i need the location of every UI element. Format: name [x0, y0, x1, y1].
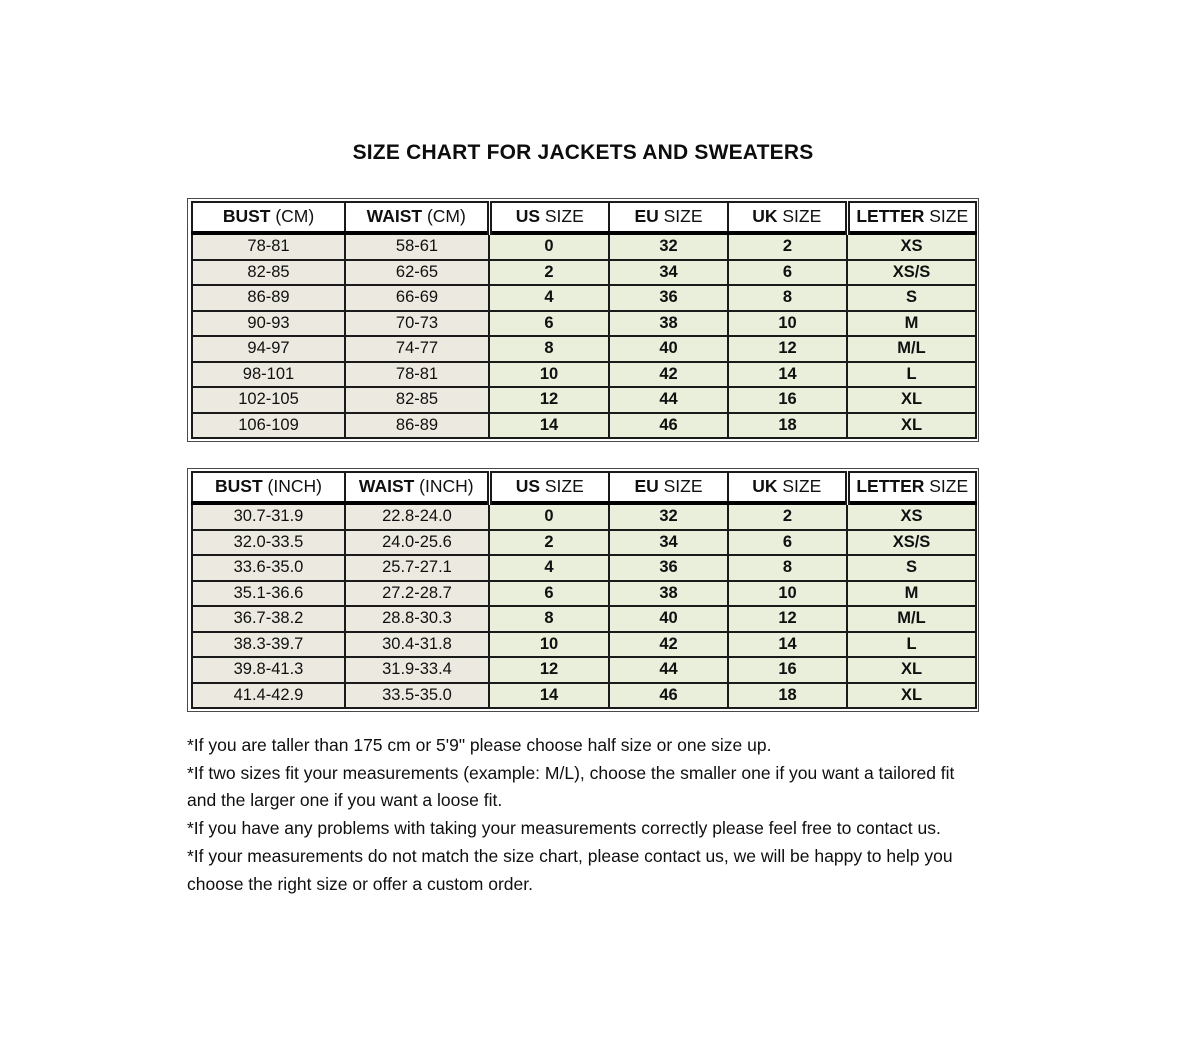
header-bold-text: WAIST [358, 476, 415, 496]
table-cell: 10 [489, 632, 609, 658]
table-cell: 6 [728, 530, 847, 556]
table-cell: 16 [728, 387, 847, 413]
header-bold-text: US [515, 476, 541, 496]
table-cell: 35.1-36.6 [192, 581, 345, 607]
col-header-us [489, 472, 609, 503]
table-cell: 16 [728, 657, 847, 683]
table-cell: M [847, 311, 976, 337]
header-rest-text: SIZE [924, 206, 969, 226]
table-cell: XL [847, 387, 976, 413]
header-rest-text: (INCH) [262, 476, 322, 496]
header-row [192, 202, 976, 233]
size-row [192, 362, 976, 388]
table-cell: 36 [609, 285, 728, 311]
header-rest-text: SIZE [777, 476, 822, 496]
table-cell: XL [847, 683, 976, 709]
header-row [192, 472, 976, 503]
col-header-uk [728, 472, 847, 503]
document-content [187, 0, 979, 898]
table-cell: S [847, 555, 976, 581]
table-cell: 94-97 [192, 336, 345, 362]
header-rest-text: SIZE [924, 476, 969, 496]
size-table-inch-frame [187, 468, 979, 712]
table-cell: 4 [489, 285, 609, 311]
table-cell: 27.2-28.7 [345, 581, 489, 607]
footnotes [187, 732, 987, 898]
col-header-waist [345, 202, 489, 233]
footnote-custom-order: *If your measurements do not match the size chart, please contact us, we will be happy to help you choose the right size or offer a custom order. [187, 845, 953, 894]
table-cell: 40 [609, 336, 728, 362]
table-cell: 12 [489, 387, 609, 413]
size-row [192, 503, 976, 530]
header-bold-text: UK [752, 206, 778, 226]
size-row [192, 285, 976, 311]
table-cell: 14 [489, 413, 609, 439]
table-cell: M [847, 581, 976, 607]
table-cell: 86-89 [192, 285, 345, 311]
header-rest-text: SIZE [658, 206, 703, 226]
table-cell: 14 [728, 632, 847, 658]
table-cell: 14 [728, 362, 847, 388]
table-cell: L [847, 362, 976, 388]
table-cell: XL [847, 413, 976, 439]
table-cell: 58-61 [345, 233, 489, 260]
header-bold-text: UK [752, 476, 778, 496]
footnote-two-sizes: *If two sizes fit your measurements (example: M/L), choose the smaller one if you want a tailored fit and the larger one if you want a loose fit. [187, 762, 955, 811]
table-cell: 42 [609, 632, 728, 658]
table-cell: 38.3-39.7 [192, 632, 345, 658]
table-cell: M/L [847, 336, 976, 362]
table-cell: 10 [489, 362, 609, 388]
table-cell: XS/S [847, 530, 976, 556]
table-cell: XS [847, 233, 976, 260]
table-cell: 18 [728, 413, 847, 439]
table-cell: 24.0-25.6 [345, 530, 489, 556]
size-row [192, 336, 976, 362]
table-cell: 32 [609, 503, 728, 530]
header-bold-text: EU [634, 476, 659, 496]
table-cell: 12 [728, 606, 847, 632]
col-header-bust [192, 202, 345, 233]
table-cell: 30.4-31.8 [345, 632, 489, 658]
header-bold-text: EU [634, 206, 659, 226]
table-cell: 6 [728, 260, 847, 286]
footnote-height: *If you are taller than 175 cm or 5'9" please choose half size or one size up. [187, 735, 772, 755]
table-cell: 0 [489, 503, 609, 530]
table-cell: 78-81 [345, 362, 489, 388]
table-cell: 33.6-35.0 [192, 555, 345, 581]
table-cell: 28.8-30.3 [345, 606, 489, 632]
table-cell: 90-93 [192, 311, 345, 337]
table-cell: 0 [489, 233, 609, 260]
table-cell: 8 [728, 555, 847, 581]
table-cell: 42 [609, 362, 728, 388]
table-cell: 74-77 [345, 336, 489, 362]
table-cell: 33.5-35.0 [345, 683, 489, 709]
table-cell: 38 [609, 311, 728, 337]
table-cell: 36 [609, 555, 728, 581]
header-rest-text: SIZE [658, 476, 703, 496]
table-cell: 6 [489, 581, 609, 607]
table-cell: 70-73 [345, 311, 489, 337]
col-header-waist [345, 472, 489, 503]
table-cell: 8 [489, 606, 609, 632]
table-cell: 38 [609, 581, 728, 607]
table-cell: 78-81 [192, 233, 345, 260]
table-cell: 2 [489, 260, 609, 286]
table-cell: 98-101 [192, 362, 345, 388]
table-cell: 34 [609, 530, 728, 556]
table-cell: 62-65 [345, 260, 489, 286]
table-cell: 36.7-38.2 [192, 606, 345, 632]
size-table-cm-frame [187, 198, 979, 442]
table-cell: M/L [847, 606, 976, 632]
table-cell: 10 [728, 311, 847, 337]
header-rest-text: SIZE [540, 206, 584, 226]
col-header-letter [847, 202, 976, 233]
table-cell: 39.8-41.3 [192, 657, 345, 683]
header-rest-text: (INCH) [414, 476, 474, 496]
header-rest-text: (CM) [422, 206, 466, 226]
table-cell: 10 [728, 581, 847, 607]
table-cell: 30.7-31.9 [192, 503, 345, 530]
header-bold-text: LETTER [856, 206, 925, 226]
page-title: SIZE CHART FOR JACKETS AND SWEATERS [352, 141, 814, 164]
table-cell: 34 [609, 260, 728, 286]
col-header-eu [609, 202, 728, 233]
table-cell: 106-109 [192, 413, 345, 439]
size-row [192, 530, 976, 556]
table-cell: XS [847, 503, 976, 530]
header-rest-text: (CM) [270, 206, 315, 226]
col-header-bust [192, 472, 345, 503]
table-cell: 44 [609, 387, 728, 413]
table-cell: XL [847, 657, 976, 683]
table-cell: 8 [489, 336, 609, 362]
table-cell: 32.0-33.5 [192, 530, 345, 556]
table-cell: 22.8-24.0 [345, 503, 489, 530]
table-cell: 12 [489, 657, 609, 683]
table-cell: 18 [728, 683, 847, 709]
table-cell: 102-105 [192, 387, 345, 413]
col-header-us [489, 202, 609, 233]
header-rest-text: SIZE [540, 476, 584, 496]
table-cell: 2 [728, 503, 847, 530]
table-cell: 2 [489, 530, 609, 556]
header-bold-text: WAIST [366, 206, 423, 226]
size-row [192, 413, 976, 439]
header-rest-text: SIZE [777, 206, 822, 226]
table-cell: 46 [609, 683, 728, 709]
table-cell: 46 [609, 413, 728, 439]
header-bold-text: BUST [222, 206, 271, 226]
table-cell: 82-85 [345, 387, 489, 413]
table-cell: 6 [489, 311, 609, 337]
table-cell: 4 [489, 555, 609, 581]
size-row [192, 606, 976, 632]
col-header-eu [609, 472, 728, 503]
size-row [192, 311, 976, 337]
table-cell: 14 [489, 683, 609, 709]
col-header-uk [728, 202, 847, 233]
table-cell: S [847, 285, 976, 311]
size-row [192, 683, 976, 709]
size-row [192, 260, 976, 286]
table-cell: L [847, 632, 976, 658]
table-cell: 40 [609, 606, 728, 632]
table-cell: 2 [728, 233, 847, 260]
table-cell: 44 [609, 657, 728, 683]
table-cell: 32 [609, 233, 728, 260]
size-row [192, 233, 976, 260]
table-cell: 41.4-42.9 [192, 683, 345, 709]
size-row [192, 555, 976, 581]
size-row [192, 632, 976, 658]
table-cell: 25.7-27.1 [345, 555, 489, 581]
size-table-cm [191, 201, 977, 439]
table-cell: 82-85 [192, 260, 345, 286]
size-row [192, 387, 976, 413]
size-row [192, 657, 976, 683]
footnote-measure-help: *If you have any problems with taking your measurements correctly please feel free to contact us. [187, 818, 941, 839]
header-bold-text: BUST [215, 476, 263, 496]
size-row [192, 581, 976, 607]
table-cell: 66-69 [345, 285, 489, 311]
col-header-letter [847, 472, 976, 503]
table-cell: 12 [728, 336, 847, 362]
table-cell: XS/S [847, 260, 976, 286]
size-table-inch [191, 471, 977, 709]
header-bold-text: LETTER [856, 476, 925, 496]
table-cell: 86-89 [345, 413, 489, 439]
table-cell: 8 [728, 285, 847, 311]
table-cell: 31.9-33.4 [345, 657, 489, 683]
header-bold-text: US [515, 206, 541, 226]
